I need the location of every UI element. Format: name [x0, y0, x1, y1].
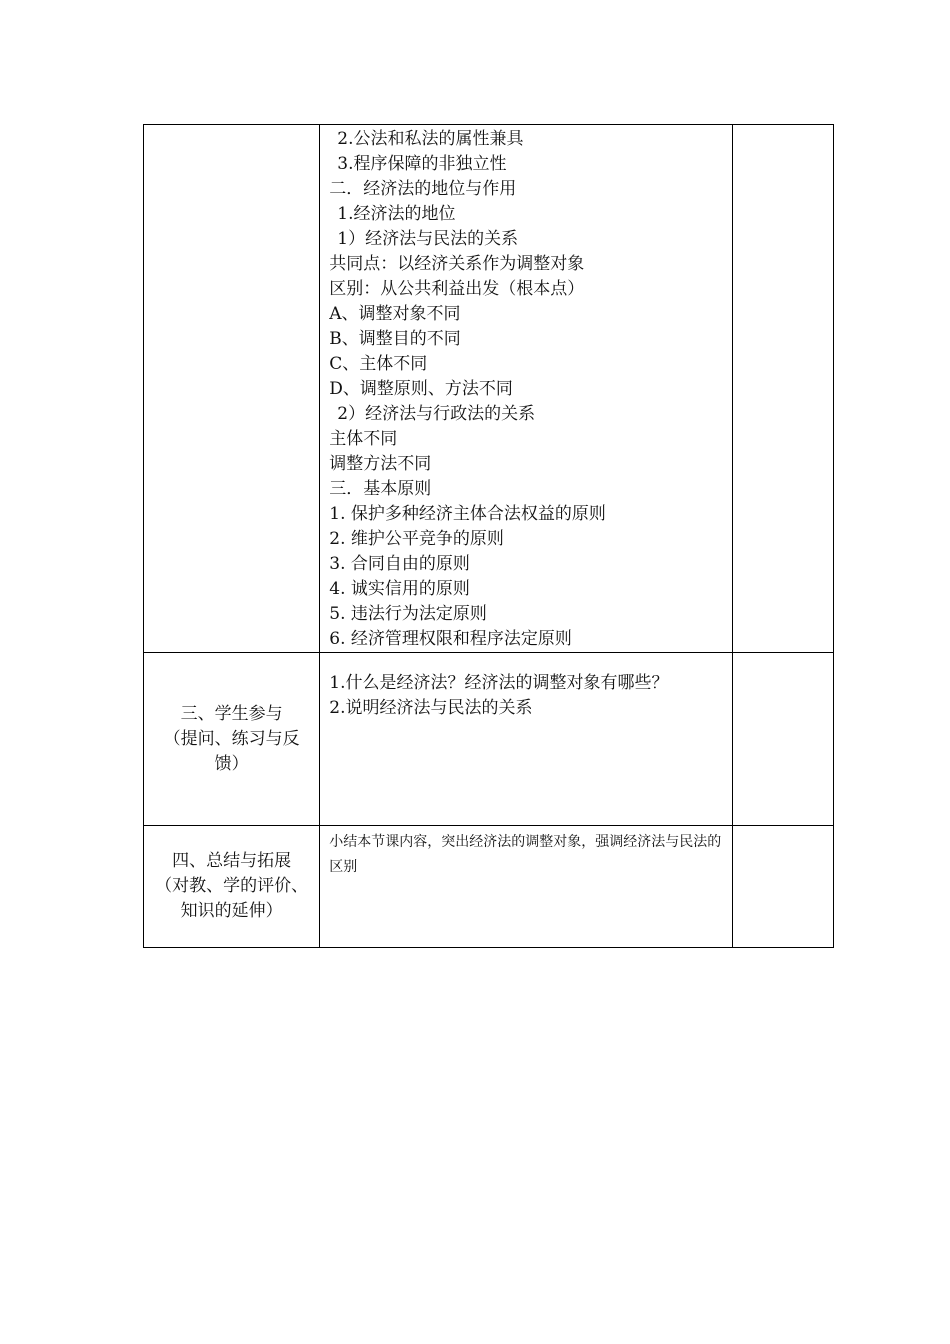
content-line: 2.公法和私法的属性兼具	[337, 129, 524, 149]
section-label-line: 馈）	[214, 753, 249, 774]
content-line: 6. 经济管理权限和程序法定原则	[329, 629, 572, 649]
content-line: C、主体不同	[329, 354, 428, 374]
content-cell	[320, 125, 733, 653]
questions-list	[320, 653, 732, 721]
content-line: 区别：从公共利益出发（根本点）	[329, 279, 585, 299]
table-row	[144, 653, 834, 826]
label-cell-empty	[144, 125, 320, 653]
table-row	[144, 125, 834, 653]
section-label-line: （对教、学的评价、	[155, 876, 309, 896]
content-line: 5. 违法行为法定原则	[329, 604, 487, 624]
question-item: 2.说明经济法与民法的关系	[329, 698, 533, 718]
content-line: 3. 合同自由的原则	[329, 554, 470, 574]
content-line: 1）经济法与民法的关系	[337, 229, 519, 249]
lesson-plan-table	[143, 124, 834, 948]
table-row	[144, 826, 834, 948]
summary-text: 小结本节课内容，突出经济法的调整对象，强调经济法与民法的区别	[329, 834, 722, 875]
question-item: 1.什么是经济法？经济法的调整对象有哪些？	[329, 673, 669, 693]
content-line: 共同点：以经济关系作为调整对象	[329, 254, 585, 274]
section-label-line: 知识的延伸）	[180, 901, 283, 921]
content-lines	[320, 125, 732, 652]
content-line: 1.经济法的地位	[337, 204, 456, 224]
content-line: 3.程序保障的非独立性	[337, 154, 507, 174]
content-line: 二．经济法的地位与作用	[329, 179, 517, 199]
content-line: 4. 诚实信用的原则	[329, 579, 470, 599]
note-cell	[732, 653, 833, 826]
section-label-line: 三、学生参与	[180, 703, 283, 724]
content-line: A、调整对象不同	[329, 304, 461, 324]
section-label-student-participation	[144, 653, 320, 826]
content-line: 调整方法不同	[329, 454, 432, 474]
questions-cell	[320, 653, 733, 826]
section-label-line: 四、总结与拓展	[172, 851, 292, 871]
section-label-summary	[144, 826, 320, 948]
content-line: 2. 维护公平竞争的原则	[329, 529, 504, 549]
content-line: 主体不同	[329, 429, 398, 449]
content-line: D、调整原则、方法不同	[329, 379, 513, 399]
summary-cell	[320, 826, 733, 948]
content-line: 1. 保护多种经济主体合法权益的原则	[329, 504, 606, 524]
section-label-line: （提问、练习与反	[163, 728, 300, 749]
note-cell	[732, 826, 833, 948]
content-line: 2）经济法与行政法的关系	[337, 404, 536, 424]
content-line: B、调整目的不同	[329, 329, 461, 349]
note-cell	[732, 125, 833, 653]
content-line: 三．基本原则	[329, 479, 432, 499]
